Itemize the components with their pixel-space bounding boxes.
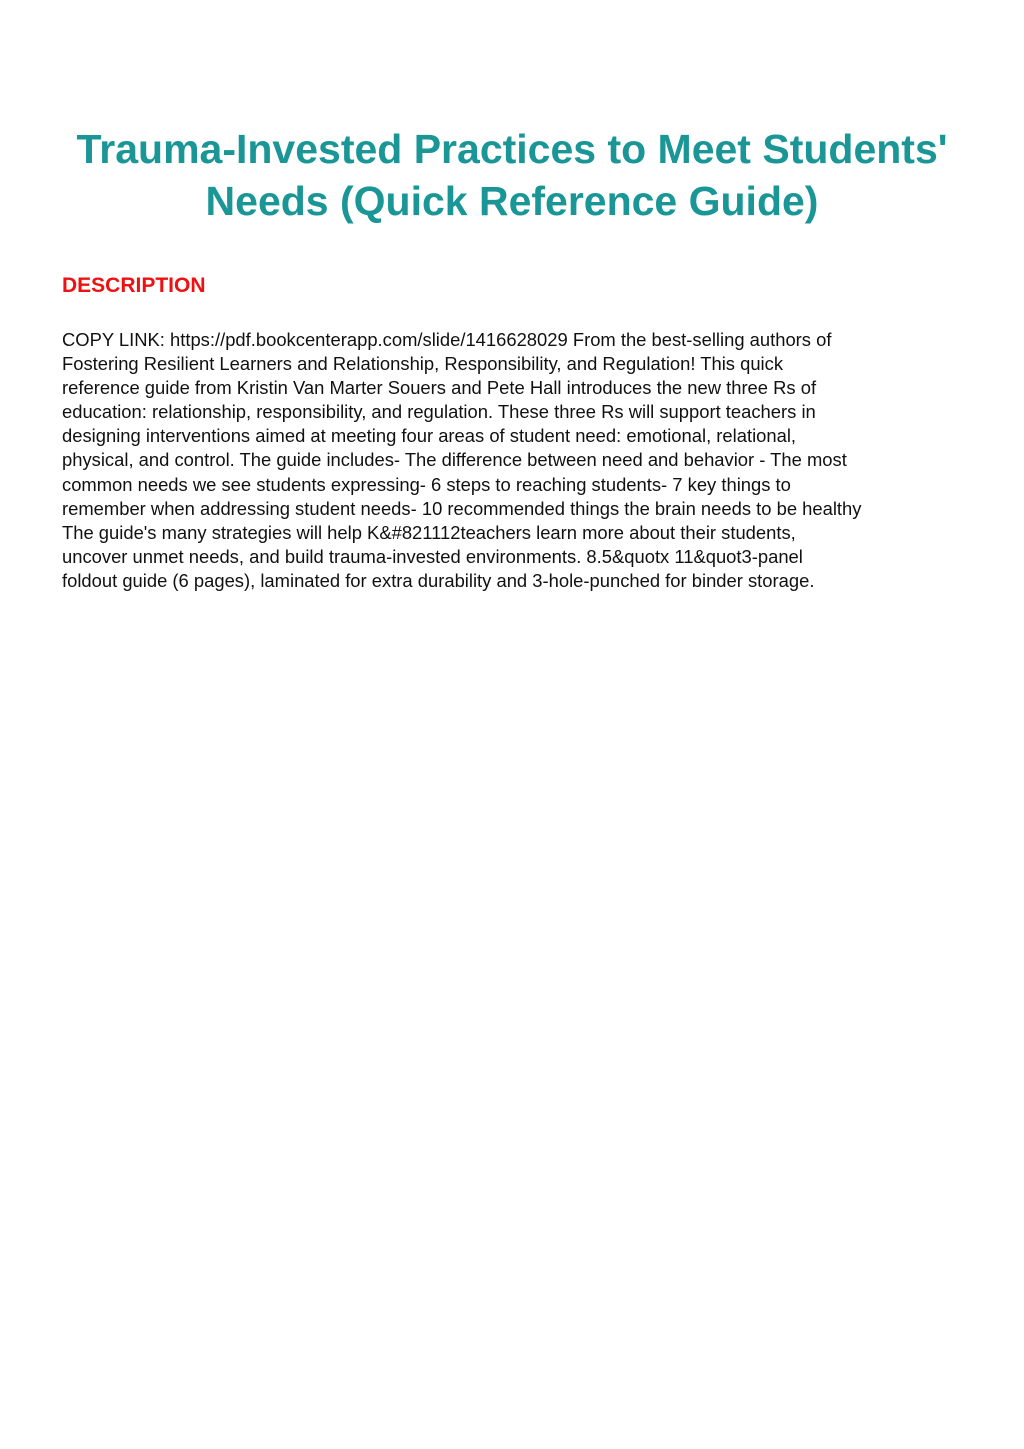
description-text: COPY LINK: https://pdf.bookcenterapp.com/slide/1416628029 From the best-selling authors of Fostering Resilient Learners and Relationship, Responsibility, and Regulation! This quick reference guide from Kristin Van Marter Souers and Pete Hall introduces the new three Rs of education: relationship, responsibility, and regulation. These three Rs will support teachers in designing interventions aimed at meeting four areas of student need: emotional, relational, physical, and control. The guide includes- The difference between need and behavior - The most common needs we see students expressing- 6 steps to reaching students- 7 key things to remember when addressing student needs- 10 recommended things the brain needs to be healthy The guide's many strategies will help K&#821112teachers learn more about their students, uncover unmet needs, and build trauma-invested environments. 8.5&quotx 11&quot3-panel foldout guide (6 pages), laminated for extra durability and 3-hole-punched for binder storage. — [62, 329, 862, 591]
description-heading: DESCRIPTION — [62, 274, 206, 297]
document-title: Trauma-Invested Practices to Meet Students' Needs (Quick Reference Guide) — [76, 126, 948, 224]
